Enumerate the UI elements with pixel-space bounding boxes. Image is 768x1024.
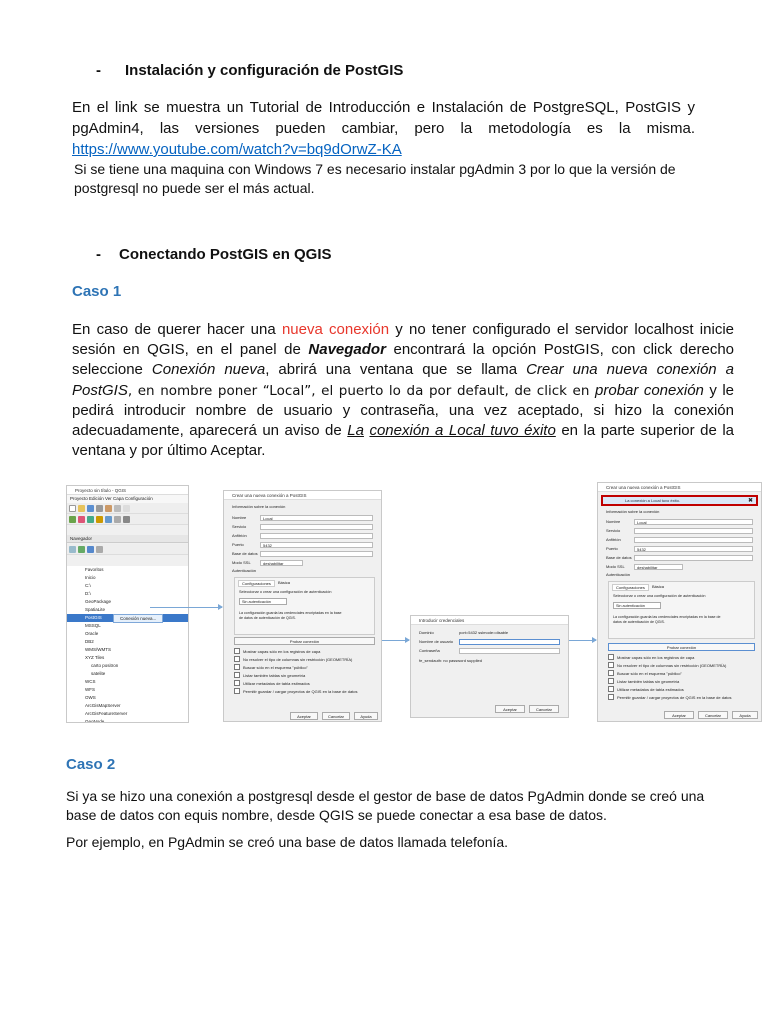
field-value[interactable] bbox=[260, 524, 373, 530]
dlg3-info-label: Información sobre la conexión bbox=[606, 509, 660, 514]
field-value[interactable]: 5432 bbox=[260, 542, 373, 548]
arrow-right-icon bbox=[150, 607, 222, 608]
caso1-text-5: , en nombre poner “Local”, el puerto lo da por default, de click en bbox=[127, 382, 596, 399]
dlg3-title: Crear una nueva conexión a PostGIS bbox=[598, 483, 761, 492]
field-value[interactable]: deshabilitar bbox=[260, 560, 303, 566]
username-input[interactable] bbox=[459, 639, 560, 645]
auth-note: La configuración guarda las credenciales encriptadas en la base de datos de autenticación de QGIS. bbox=[613, 615, 721, 624]
dlg3-row bbox=[606, 555, 753, 561]
checkbox[interactable]: Permitir guardar / cargar proyectos de QGIS en la base de datos bbox=[234, 688, 358, 694]
tree-item[interactable]: DB2 bbox=[85, 639, 94, 644]
caso1-text-4: , abrirá una ventana que se llama bbox=[265, 361, 527, 379]
qgis-menubar: Proyecto Edición Ver Capa Configuración bbox=[67, 495, 188, 503]
auth-select[interactable]: Sin autenticación bbox=[239, 598, 287, 605]
checkbox[interactable]: No resolver el tipo de columnas sin restricción (GEOMETRÍA) bbox=[234, 656, 352, 662]
checkbox[interactable]: Buscar sólo en el esquema "público" bbox=[608, 670, 682, 676]
dlg1-auth-label: Autenticación bbox=[232, 568, 257, 573]
field-value[interactable] bbox=[260, 551, 373, 557]
checkbox[interactable]: Buscar sólo en el esquema "público" bbox=[234, 664, 308, 670]
tree-item[interactable]: XYZ Tiles bbox=[85, 655, 105, 660]
caso1-conexion-nueva: Conexión nueva bbox=[151, 361, 266, 379]
bullet-dash-2: - bbox=[96, 246, 101, 263]
qgis-title: Proyecto sin título - QGIS bbox=[67, 486, 188, 495]
success-banner: La conexión a Local tuvo éxito. bbox=[601, 495, 758, 506]
caso1-red-text: nueva conexión bbox=[281, 321, 390, 338]
field-value: port=5432 sslmode=disable bbox=[459, 630, 509, 635]
tree-item[interactable]: MSSQL bbox=[85, 623, 101, 628]
dlg2-row-dominio bbox=[419, 630, 560, 636]
tree-item[interactable]: Oracle bbox=[85, 631, 99, 636]
checkbox[interactable]: Mostrar capas sólo en los registros de capa bbox=[234, 648, 320, 654]
caso1-text-3: encontrará la opción PostGIS, con click derecho seleccione bbox=[72, 341, 735, 379]
field-label: Anfitrión bbox=[606, 537, 621, 542]
dlg1-title: Crear una nueva conexión a PostGIS bbox=[224, 491, 381, 500]
arrow-right-icon bbox=[382, 640, 409, 641]
field-label: Modo SSL bbox=[232, 560, 251, 565]
dlg2-title: Introducir credenciales bbox=[411, 616, 568, 625]
tab-configuraciones[interactable]: Configuraciones bbox=[238, 580, 275, 587]
field-label: Nombre bbox=[606, 519, 621, 524]
tab-configuraciones[interactable]: Configuraciones bbox=[612, 584, 649, 591]
context-menu-nueva-conexion[interactable]: Conexión nueva... bbox=[113, 614, 163, 623]
field-label: Base de datos bbox=[606, 555, 632, 560]
field-label: Modo SSL bbox=[606, 564, 625, 569]
cancelar-button[interactable]: Cancelar bbox=[529, 705, 559, 713]
field-value[interactable]: Local bbox=[260, 515, 373, 521]
caso2-title: Caso 2 bbox=[66, 756, 116, 773]
dlg1-auth-group bbox=[234, 577, 375, 635]
ayuda-button[interactable]: Ayuda bbox=[354, 712, 378, 720]
caso2-paragraph-1: Si ya se hizo una conexión a postgresql desde el gestor de base de datos PgAdmin donde se creó una base de datos con equis nombre, desde QGIS se puede conectar a esa base de datos. bbox=[66, 788, 705, 823]
tree-item[interactable]: GeoNode bbox=[85, 719, 105, 723]
field-value[interactable] bbox=[634, 555, 753, 561]
field-value[interactable] bbox=[634, 528, 753, 534]
caso1-text-1: En caso de querer hacer una bbox=[72, 321, 282, 338]
caso1-crear-conexion: Crear una nueva conexión a PostGIS bbox=[72, 361, 734, 399]
field-label: Anfitrión bbox=[232, 533, 247, 538]
field-label: Base de datos bbox=[232, 551, 258, 556]
caso2-paragraph-2: Por ejemplo, en PgAdmin se creó una base de datos llamada telefonía. bbox=[66, 834, 509, 850]
caso1-la: La bbox=[347, 422, 364, 440]
checkbox[interactable]: Utilizar metadatos de tabla estimados bbox=[608, 686, 684, 692]
field-value[interactable] bbox=[634, 537, 753, 543]
tree-item[interactable]: satelite bbox=[91, 671, 106, 676]
qgis-navegador-header: Navegador bbox=[67, 535, 188, 543]
auth-select[interactable]: Sin autenticación bbox=[613, 602, 661, 609]
windows7-note: Si se tiene una maquina con Windows 7 es necesario instalar pgAdmin 3 por lo que la versión de postgresql no puede ser el más actual. bbox=[74, 161, 676, 196]
dlg1-row-servicio bbox=[232, 524, 373, 530]
dlg1-info-label: Información sobre la conexión bbox=[232, 504, 286, 509]
probar-conexion-button[interactable]: Probar conexión bbox=[234, 637, 375, 645]
caso1-paragraph bbox=[72, 320, 734, 461]
create-connection-dialog-screenshot bbox=[223, 490, 382, 722]
qgis-window-screenshot bbox=[66, 485, 189, 723]
tree-item[interactable]: carto positron bbox=[91, 663, 119, 668]
caso1-navegador: Navegador bbox=[308, 341, 386, 359]
bullet-dash-1: - bbox=[96, 62, 101, 79]
tree-item[interactable]: ArcGisFeatureServer bbox=[85, 711, 128, 716]
field-value[interactable]: 5432 bbox=[634, 546, 753, 552]
tree-item[interactable]: C:\ bbox=[85, 583, 91, 588]
field-label: Contraseña bbox=[419, 648, 440, 653]
dlg3-row bbox=[606, 519, 753, 525]
dlg2-row-usuario bbox=[419, 639, 560, 645]
dlg1-row-ssl bbox=[232, 560, 373, 566]
password-input[interactable] bbox=[459, 648, 560, 654]
caso1-text-7: en la parte superior de la ventana y por último Aceptar. bbox=[72, 422, 734, 460]
dlg1-row-nombre bbox=[232, 515, 373, 521]
tree-item[interactable]: D:\ bbox=[85, 591, 91, 596]
checkbox[interactable]: No resolver el tipo de columnas sin restricción (GEOMETRÍA) bbox=[608, 662, 726, 668]
checkbox[interactable]: Permitir guardar / cargar proyectos de QGIS en la base de datos bbox=[608, 694, 732, 700]
field-label: Dominio bbox=[419, 630, 434, 635]
dlg2-message: fe_sendauth: no password supplied bbox=[419, 658, 482, 663]
dlg2-row-password bbox=[419, 648, 560, 654]
qgis-panel-toolbar bbox=[67, 544, 188, 555]
tree-item[interactable]: Favoritos bbox=[85, 567, 104, 572]
tab-basica[interactable]: Básica bbox=[278, 580, 291, 585]
tree-item[interactable]: WFS bbox=[85, 687, 95, 692]
caso1-text-6: y le pedirá introducir nombre de usuario y contraseña, una vez aceptado, si hizo la conexión adecuadamente, aparecerá un aviso de bbox=[72, 381, 735, 440]
checkbox[interactable]: Mostrar capas sólo en los registros de capa bbox=[608, 654, 694, 660]
tree-item[interactable]: ArcGisMapServer bbox=[85, 703, 121, 708]
checkbox[interactable]: Listar también tablas sin geometría bbox=[608, 678, 679, 684]
checkbox[interactable]: Utilizar metadatos de tabla estimados bbox=[234, 680, 310, 686]
aceptar-button[interactable]: Aceptar bbox=[664, 711, 694, 719]
dlg1-row-puerto bbox=[232, 542, 373, 548]
close-icon[interactable]: ✖ bbox=[747, 498, 753, 504]
field-label: Puerto bbox=[606, 546, 618, 551]
credentials-dialog-screenshot bbox=[410, 615, 569, 718]
dlg3-auth-group bbox=[608, 581, 755, 639]
caso1-exito: conexión a Local tuvo éxito bbox=[369, 422, 556, 440]
field-value[interactable] bbox=[260, 533, 373, 539]
field-label: Servicio bbox=[232, 524, 247, 529]
dlg3-auth-label: Autenticación bbox=[606, 572, 631, 577]
auth-note: La configuración guarda las credenciales encriptadas en la base de datos de autenticación de QGIS. bbox=[239, 611, 342, 620]
caso1-text-2: y no tener configurado el servidor localhost inicie sesión en QGIS, en el panel de bbox=[72, 321, 734, 359]
intro-text: En el link se muestra un Tutorial de Introducción e Instalación de PostgreSQL, PostGIS y pgAdmin4, las versiones pueden cambiar, pero la metodología es la misma. bbox=[72, 99, 695, 137]
field-label: Nombre de usuario bbox=[419, 639, 454, 644]
tree-item[interactable]: OWS bbox=[85, 695, 96, 700]
dlg3-row bbox=[606, 546, 753, 552]
auth-hint: Seleccionar o crear una configuración de autenticación bbox=[613, 594, 706, 598]
probar-conexion-button[interactable]: Probar conexión bbox=[608, 643, 755, 651]
field-value[interactable]: Local bbox=[634, 519, 753, 525]
qgis-browser-tree bbox=[67, 566, 188, 722]
field-label: Puerto bbox=[232, 542, 244, 547]
section-heading-postgis: Instalación y configuración de PostGIS bbox=[125, 62, 404, 79]
qgis-toolbar-1 bbox=[67, 503, 188, 514]
success-dialog-screenshot bbox=[597, 482, 762, 722]
section-heading-qgis: Conectando PostGIS en QGIS bbox=[119, 246, 332, 263]
ayuda-button[interactable]: Ayuda bbox=[732, 711, 758, 719]
checkbox[interactable]: Listar también tablas sin geometría bbox=[234, 672, 305, 678]
auth-hint: Seleccionar o crear una configuración de autenticación bbox=[239, 590, 332, 594]
intro-paragraph bbox=[72, 97, 695, 160]
aceptar-button[interactable]: Aceptar bbox=[290, 712, 318, 720]
qgis-toolbar-2 bbox=[67, 514, 188, 525]
aceptar-button[interactable]: Aceptar bbox=[495, 705, 525, 713]
tree-item[interactable]: Inicio bbox=[85, 575, 96, 580]
caso1-title: Caso 1 bbox=[72, 283, 122, 300]
cancelar-button[interactable]: Cancelar bbox=[698, 711, 728, 719]
dlg3-row bbox=[606, 528, 753, 534]
field-label: Servicio bbox=[606, 528, 621, 533]
field-label: Nombre bbox=[232, 515, 247, 520]
dlg3-row bbox=[606, 537, 753, 543]
tree-item[interactable]: SpatiaLite bbox=[85, 607, 106, 612]
tree-item[interactable]: GeoPackage bbox=[85, 599, 112, 604]
dlg1-row-anfitrion bbox=[232, 533, 373, 539]
caso1-probar-conexion: probar conexión bbox=[595, 381, 704, 399]
dlg3-row bbox=[606, 564, 753, 570]
youtube-link[interactable]: https://www.youtube.com/watch?v=bq9dOrwZ-KA bbox=[72, 141, 402, 158]
arrow-right-icon bbox=[569, 640, 596, 641]
field-value[interactable]: deshabilitar bbox=[634, 564, 683, 570]
cancelar-button[interactable]: Cancelar bbox=[322, 712, 350, 720]
dlg1-row-bd bbox=[232, 551, 373, 557]
tab-basica[interactable]: Básica bbox=[652, 584, 665, 589]
tree-item-postgis[interactable]: PostGIS bbox=[67, 614, 188, 622]
tree-item[interactable]: WMS/WMTS bbox=[85, 647, 111, 652]
tree-item[interactable]: WCS bbox=[85, 679, 96, 684]
